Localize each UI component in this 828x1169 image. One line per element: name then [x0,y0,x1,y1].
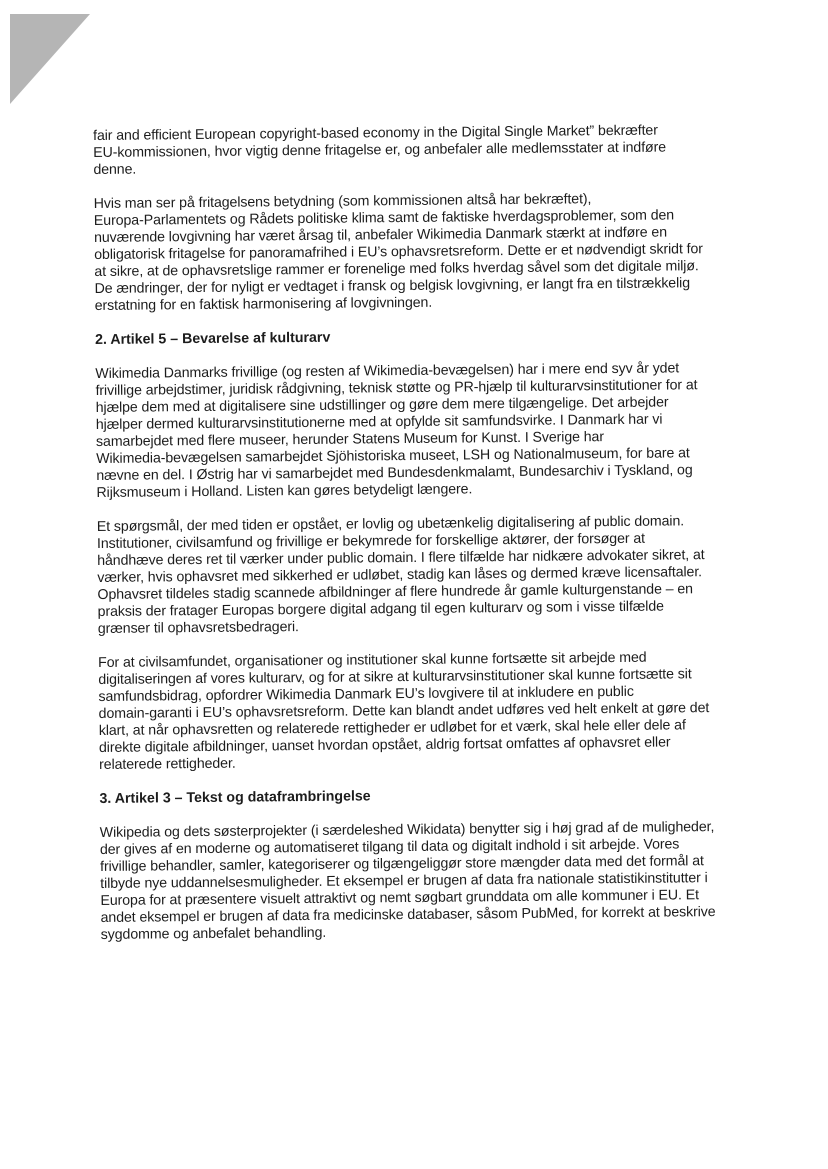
paragraph-exemption [94,190,735,315]
text-line: digitaliseringen af vores kulturarv, og for at sikre at kulturarvsinstitutioner skal kunne fortsætte sit [98,666,692,688]
text-line: De ændringer, der for nyligt er vedtaget i fransk og belgisk lovgivning, er langt fra en tilstrækkelig [94,275,691,297]
text-line: Institutioner, civilsamfund og frivillige er bekymrede for forskellige aktører, der forsøger at [96,530,646,552]
text-line: Wikimedia-bevægelsen samarbejdet Sjöhistoriska museet, LSH og Nationalmuseum, for bare at [96,445,690,467]
text-line: relaterede rettigheder. [99,755,236,773]
section-2-paragraph-3 [98,649,739,774]
text-line: obligatorisk fritagelse for panoramafrihed i EU’s ophavsretsreform. Dette er et nødvendigt skridt for [94,241,703,263]
text-line: hjælper dermed kulturarvsinstitutionerne med at opfylde sit samfundsvirke. I Danmark har vi [95,411,663,433]
text-line: samfundsbidrag, opfordrer Wikimedia Danmark EU’s lovgivere til at inkludere en public [98,683,634,705]
text-line: fair and efficient European copyright-based economy in the Digital Single Market” bekræfter [93,122,658,144]
text-line: Wikipedia og dets søsterprojekter (i særdeleshed Wikidata) benytter sig i høj grad af de muligheder, [99,819,715,841]
text-line: frivillige behandler, samler, kategoriserer og tilgængeliggør store mængder data med det formål at [100,853,704,875]
text-line: andet eksempel er brugen af data fra medicinske databaser, såsom PubMed, for korrekt at beskrive [100,904,716,926]
text-line: Wikimedia Danmarks frivillige (og resten af Wikimedia-bevægelsen) har i mere end syv år ydet [95,360,680,382]
text-line: håndhæve deres ret til værker under public domain. I flere tilfælde har nidkære advokater sikret, at [97,547,705,569]
text-line: sygdomme og anbefalet behandling. [100,924,327,943]
text-line: Et spørgsmål, der med tiden er opstået, er lovlig og ubetænkelig digitalisering af public domain. [96,513,685,535]
text-line: direkte digitale afbildninger, uanset hvordan opstået, aldrig fortsat omfattes af ophavsret eller [98,734,671,756]
text-line: erstatning for en faktisk harmonisering af lovgivningen. [94,294,433,314]
text-line: Rijksmuseum i Holland. Listen kan gøres betydeligt længere. [96,481,473,501]
text-line: klart, at når ophavsretten og relaterede rettigheder er udløbet for et værk, skal hele eller dele af [98,717,686,739]
text-line: at sikre, at de ophavsretslige rammer er forenelige med folks hverdag såvel som det digitale miljø. [94,258,699,280]
text-line: nævne en del. I Østrig har vi samarbejdet med Bundesdenkmalamt, Bundesarchiv i Tyskland, og [96,462,693,484]
paragraph-continued [93,122,733,179]
text-line: Europa for at præsentere visuelt attraktivt og nemt søgbart grunddata om alle kommuner i EU. Et [100,887,699,909]
text-line: EU-kommissionen, hvor vigtig denne fritagelse er, og anbefaler alle medlemsstater at indføre [93,139,667,161]
section-heading: 2. Artikel 5 – Bevarelse af kulturarv [94,329,331,348]
text-line: hjælpe dem med at digitalisere sine udstillinger og gøre dem mere tilgængelige. Det arbejder [95,394,669,416]
text-line: tilbyde nye uddannelsesmuligheder. Et eksempel er brugen af data fra nationale statistikinstitutter i [100,870,708,892]
text-line: Ophavsret tildeles stadig scannede afbildninger af flere hundrede år gamle kulturgenstande – en [97,581,693,603]
text-line: nuværende lovgivning har været årsag til, anbefaler Wikimedia Danmark stærkt at indføre en [93,224,668,246]
text-line: Hvis man ser på fritagelsens betydning (som kommissionen altså har bekræftet), [93,191,592,212]
page-corner-fold [0,0,95,105]
text-line: frivillige arbejdstimer, juridisk rådgivning, teknisk støtte og PR-hjælp til kulturarvsinstitutioner for at [95,377,698,399]
text-line: For at civilsamfundet, organisationer og institutioner skal kunne fortsætte sit arbejde med [98,649,647,671]
text-line: der gives af en moderne og automatiseret tilgang til data og digitalt indhold i sit arbejde. Vores [99,836,680,858]
section-heading: 3. Artikel 3 – Tekst og dataframbringelse [99,788,371,807]
text-line: Europa-Parlamentets og Rådets politiske klima samt de faktiske hverdagsproblemer, som den [93,207,675,229]
text-line: denne. [93,161,137,178]
text-line: domain-garanti i EU’s ophavsretsreform. Dette kan blandt andet udføres ved helt enkelt at gøre det [98,700,710,722]
text-line: grænser til ophavsretsbedrageri. [97,619,299,637]
document-page [93,122,741,944]
section-2-paragraph-1 [95,360,736,502]
text-line: værker, hvis ophavsret med sikkerhed er udløbet, stadig kan låses og dermed kræve licensaftaler. [97,564,703,586]
text-line: praksis der fratager Europas borgere digital adgang til egen kulturarv og som i visse tilfælde [97,598,664,620]
section-3-paragraph-1 [100,819,741,944]
section-2-paragraph-2 [97,513,738,638]
text-line: samarbejdet med flere museer, herunder Statens Museum for Kunst. I Sverige har [95,429,605,450]
